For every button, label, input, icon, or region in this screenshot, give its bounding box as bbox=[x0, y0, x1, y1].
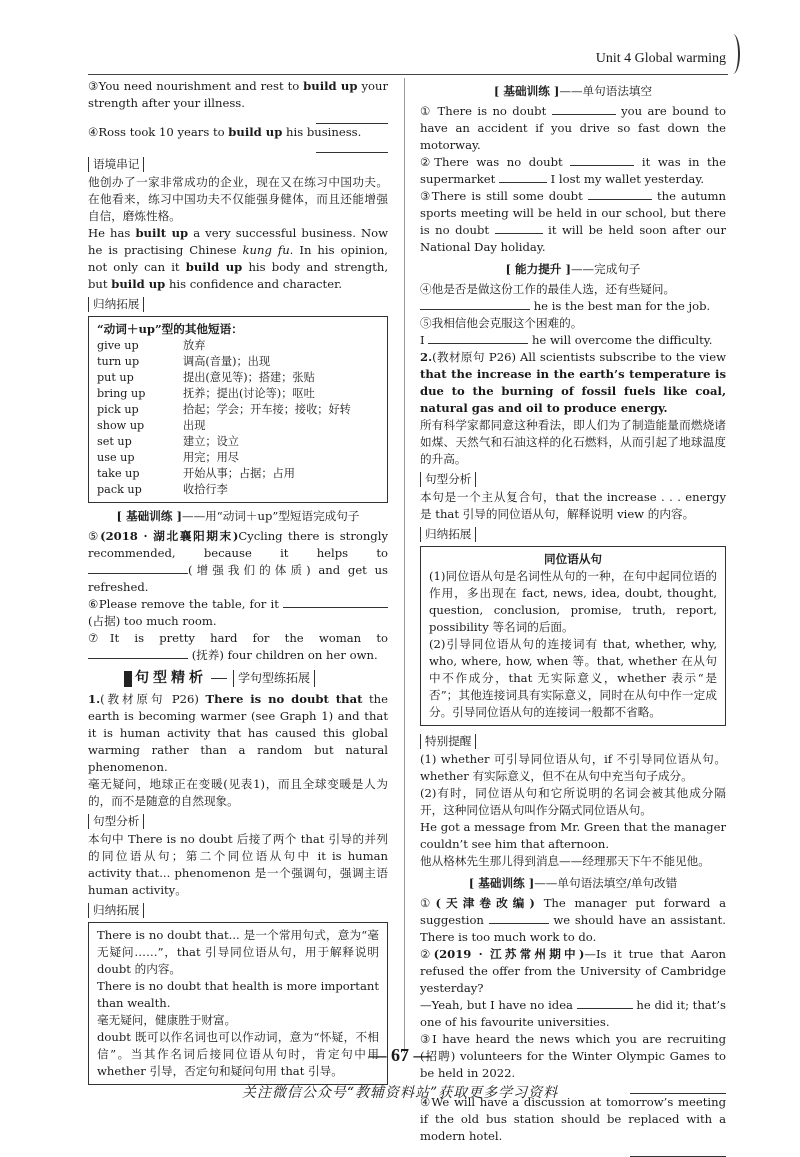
blank[interactable] bbox=[283, 597, 388, 608]
error-1: ①(天津卷改编) The manager put forward a suggestion we should have an assistant. There is too much work to do. bbox=[420, 896, 727, 944]
grammar-3: ③There is still some doubt the autumn sports meeting will be held in our school, but there is no doubt it will be held soon after our National Day holiday. bbox=[420, 189, 726, 254]
grammar-1: ① There is no doubt you are bound to have an accident if you drive so fast down the motorway. bbox=[420, 104, 727, 152]
phrase-zh: 建立；设立 bbox=[183, 435, 239, 448]
doubt-box: There is no doubt that... 是一个常用句式，意为“毫无疑问……”，that 引导同位语从句，用于解释说明 doubt 的内容。 There is no doubt that health is more important than wealth. 毫无疑问，健康胜于财富。 doubt 既可以作名词也可以作动词，意为“怀疑，不相信”。当其作名词后接同位语从句时，肯定句中用 whether 引导，否定句和疑问句用 that 引导。 bbox=[88, 922, 388, 1085]
sentence-2-zh: 所有科学家都同意这种看法，即人们为了制造能量而燃烧诸如煤、天然气和石油这样的化石燃料，从而引起了地球温度的升高。 bbox=[420, 418, 726, 466]
answer-line[interactable] bbox=[630, 1145, 726, 1157]
phrase-row bbox=[97, 338, 379, 354]
blank[interactable] bbox=[428, 333, 528, 344]
phrase-en: pack up bbox=[97, 483, 142, 496]
phrase-zh: 抚养；提出(讨论等)；呕吐 bbox=[183, 387, 315, 400]
exercise-6: ⑥Please remove the table, for it (占据) too much room. bbox=[88, 596, 388, 630]
complete-4-zh: ④他是否是做这份工作的最佳人选，还有些疑问。 bbox=[420, 282, 676, 296]
bottom-note: 关注微信公众号“教辅资料站”获取更多学习资料 bbox=[241, 1085, 559, 1101]
complete-5-en: I he will overcome the difficulty. bbox=[420, 333, 713, 347]
phrase-box-title: “动词＋up”型的其他短语： bbox=[97, 322, 243, 336]
phrase-zh: 放弃 bbox=[183, 339, 206, 352]
blank[interactable] bbox=[495, 223, 543, 234]
blank[interactable] bbox=[420, 299, 530, 310]
phrase-en: pick up bbox=[97, 403, 139, 416]
phrase-zh: 拾起；学会；开车接；接收；好转 bbox=[183, 403, 351, 416]
training1-heading: [ 基础训练 ]——用“动词＋up”型短语完成句子 bbox=[116, 509, 360, 523]
phrase-row bbox=[97, 370, 379, 386]
phrase-row bbox=[97, 482, 379, 498]
blank[interactable] bbox=[499, 172, 547, 183]
sentence-1-zh: 毫无疑问，地球正在变暖(见表1)，而且全球变暖是人为的，而不是随意的自然现象。 bbox=[88, 777, 388, 808]
phrase-en: give up bbox=[97, 339, 139, 352]
banner-subtitle: 学句型练拓展 bbox=[233, 670, 315, 687]
phrase-zh: 用完；用尽 bbox=[183, 451, 239, 464]
tag-expand: 归纳拓展 bbox=[420, 527, 476, 542]
sentence-2-analysis: 本句是一个主从复合句，that the increase . . . energy 是 that 引导的同位语从句，解释说明 view 的内容。 bbox=[420, 490, 726, 521]
ability-heading: [ 能力提升 ]——完成句子 bbox=[505, 262, 641, 276]
phrase-zh: 开始从事；占据；占用 bbox=[183, 467, 295, 480]
grammar-2: ②There was no doubt it was in the supermarket I lost my wallet yesterday. bbox=[420, 155, 726, 186]
left-column bbox=[88, 78, 389, 1078]
phrase-table bbox=[97, 338, 379, 498]
phrase-row bbox=[97, 354, 379, 370]
phrase-en: bring up bbox=[97, 387, 146, 400]
error-3: ③I have heard the news which you are recruiting (招聘) volunteers for the Winter Olympic Games to be held in 2022. bbox=[420, 1032, 726, 1080]
sentence-banner bbox=[124, 670, 388, 687]
sentence-2: 2.(教材原句 P26) All scientists subscribe to the view that the increase in the earth’s temperature is due to the burning of fossil fuels like coal, natural gas and oil to produce energy. bbox=[420, 350, 726, 415]
error-4: ④We will have a discussion at tomorrow’s meeting if the old bus station should be replaced with a modern hotel. bbox=[420, 1095, 726, 1143]
example-4: ④Ross took 10 years to build up his business. bbox=[88, 125, 362, 139]
blank[interactable] bbox=[88, 563, 188, 574]
tag-analysis: 句型分析 bbox=[88, 814, 144, 829]
tag-expand: 归纳拓展 bbox=[88, 297, 144, 312]
phrase-en: turn up bbox=[97, 355, 140, 368]
phrase-row bbox=[97, 402, 379, 418]
training2-heading: [ 基础训练 ]——单句语法填空 bbox=[493, 84, 653, 98]
exercise-7: ⑦It is pretty hard for the woman to (抚养) four children on her own. bbox=[88, 631, 388, 662]
phrase-en: show up bbox=[97, 419, 145, 432]
blank[interactable] bbox=[577, 998, 633, 1009]
phrase-zh: 调高(音量)；出现 bbox=[183, 355, 271, 368]
blank[interactable] bbox=[588, 189, 652, 200]
phrase-en: take up bbox=[97, 467, 140, 480]
phrase-zh: 提出(意见等)；搭建；张贴 bbox=[183, 371, 315, 384]
blank[interactable] bbox=[489, 913, 549, 924]
phrase-box bbox=[88, 316, 388, 503]
phrase-row bbox=[97, 450, 379, 466]
column-divider bbox=[404, 78, 405, 1053]
phrase-row bbox=[97, 418, 379, 434]
sentence-1-analysis: 本句中 There is no doubt 后接了两个 that 引导的并列的同位语从句；第二个同位语从句中 it is human activity that... phenomenon 是一个强调句，强调主语 human activity。 bbox=[88, 832, 388, 897]
context-chinese: 他创办了一家非常成功的企业，现在又在练习中国功夫。在他看来，练习中国功夫不仅能强身健体，而且还能增强自信，磨炼性格。 bbox=[88, 175, 388, 223]
answer-line[interactable] bbox=[316, 112, 388, 124]
context-english: He has built up a very successful business. Now he is practising Chinese kung fu. In his opinion, not only can it build up his body and strength, but build up his confidence and character. bbox=[88, 226, 389, 291]
banner-bar-icon bbox=[124, 671, 132, 687]
error-2: ②(2019 · 江苏常州期中)—Is it true that Aaron refused the offer from the University of Cambridge yesterday? bbox=[420, 947, 726, 995]
complete-5-zh: ⑤我相信他会克服这个困难的。 bbox=[420, 316, 583, 330]
unit-header: Unit 4 Global warming bbox=[595, 51, 726, 66]
appositive-box: 同位语从句 (1)同位语从句是名词性从句的一种，在句中起同位语的作用，多出现在 fact, news, idea, doubt, thought, question, conclusion, promise, truth, report, possibility 等名词的后面。 (2)引导同位语从句的连接词有 that, whether, why, who, where, how, when 等。that, whether 在从句中不作成分，that 无实际意义，whether 表示“是否”；其他连接词具有实际意义，同时在从句中作一定成分。引导同位语从句的连接词一般都不省略。 bbox=[420, 546, 726, 726]
tag-context: 语境串记 bbox=[88, 157, 144, 172]
header-bracket-decoration bbox=[726, 34, 740, 74]
header-rule bbox=[88, 74, 728, 75]
complete-4-en: he is the best man for the job. bbox=[420, 298, 726, 315]
tag-expand: 归纳拓展 bbox=[88, 903, 144, 918]
tag-special: 特别提醒 bbox=[420, 734, 476, 749]
sentence-1: 1.(教材原句 P26) There is no doubt that the earth is becoming warmer (see Graph 1) and that it is human activity that has caused this global warming rather than a random but natural phenomenon. bbox=[88, 692, 388, 774]
phrase-row bbox=[97, 434, 379, 450]
phrase-en: use up bbox=[97, 451, 135, 464]
phrase-row bbox=[97, 466, 379, 482]
special-2: (2)有时，同位语从句和它所说明的名词会被其他成分隔开，这种同位语从句叫作分隔式同位语从句。 bbox=[420, 786, 726, 817]
banner-title: 句型精析 bbox=[135, 670, 207, 686]
answer-line[interactable] bbox=[316, 141, 388, 153]
blank[interactable] bbox=[552, 104, 616, 115]
example-3: ③You need nourishment and rest to build up your strength after your illness. bbox=[88, 79, 388, 110]
error-2-reply: —Yeah, but I have no idea he did it; that’s one of his favourite universities. bbox=[420, 998, 727, 1029]
right-column bbox=[420, 78, 727, 1143]
blank[interactable] bbox=[570, 155, 634, 166]
phrase-en: put up bbox=[97, 371, 134, 384]
exercise-5: ⑤(2018 · 湖北襄阳期末)Cycling there is strongly recommended, because it helps to (增强我们的体质) and get us refreshed. bbox=[88, 529, 388, 594]
special-3: He got a message from Mr. Green that the manager couldn’t see him that afternoon. bbox=[420, 820, 726, 851]
blank[interactable] bbox=[88, 648, 188, 659]
phrase-zh: 收拾行李 bbox=[183, 483, 228, 496]
phrase-zh: 出现 bbox=[183, 419, 206, 432]
phrase-row bbox=[97, 386, 379, 402]
page-number: — 67 — bbox=[368, 1045, 432, 1065]
training3-heading: [ 基础训练 ]——单句语法填空/单句改错 bbox=[468, 876, 678, 890]
appositive-box-title: 同位语从句 bbox=[544, 552, 602, 566]
special-4: 他从格林先生那儿得到消息——经理那天下午不能见他。 bbox=[420, 854, 710, 868]
tag-analysis: 句型分析 bbox=[420, 472, 476, 487]
special-1: (1) whether 可引导同位语从句，if 不引导同位语从句。whether 有实际意义，但不在从句中充当句子成分。 bbox=[420, 752, 726, 783]
phrase-en: set up bbox=[97, 435, 132, 448]
